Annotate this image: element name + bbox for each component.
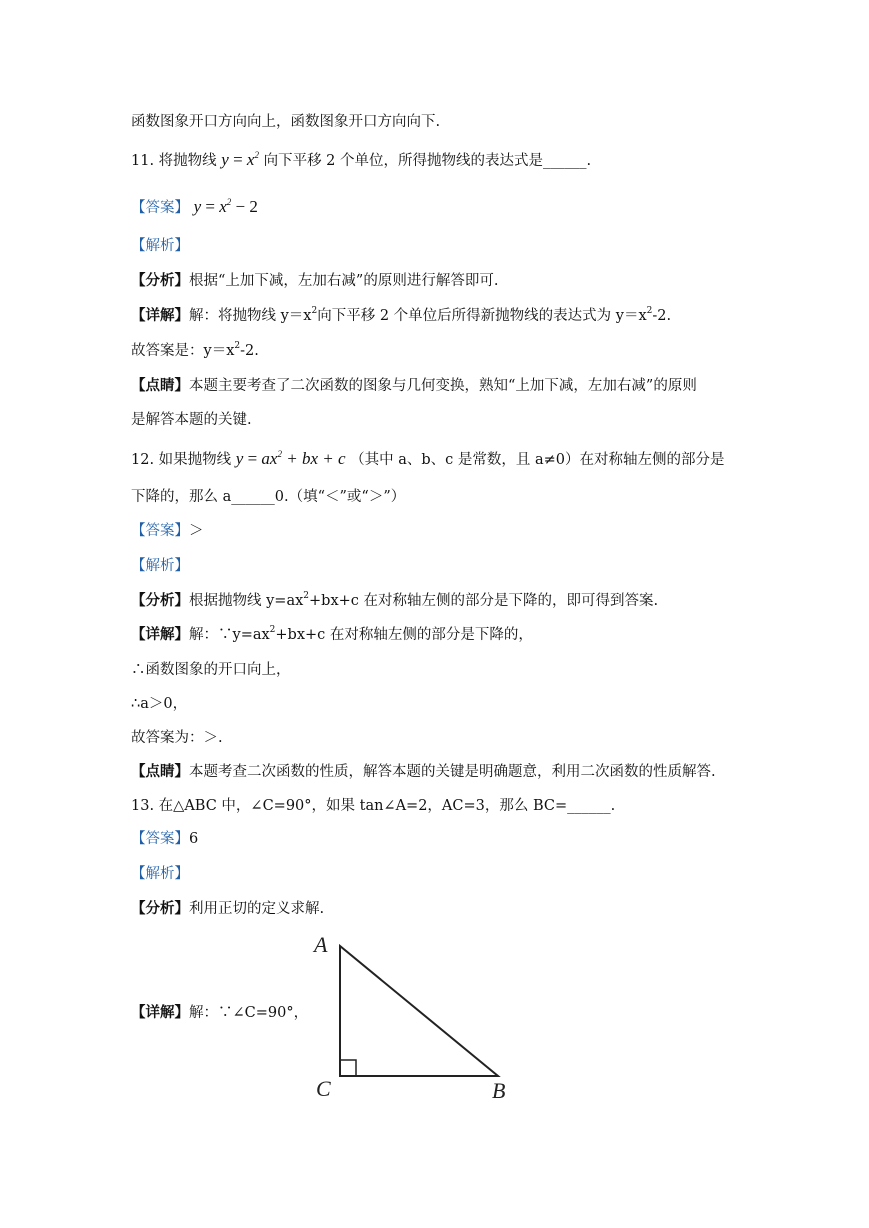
analysis-label: 【分析】 — [131, 272, 189, 289]
detail-text: 解：∵y=ax — [189, 627, 270, 643]
var-y: y — [235, 449, 244, 468]
answer-value: ＞ — [189, 523, 204, 539]
equals-sign: = — [205, 197, 215, 216]
right-angle-mark — [340, 1060, 356, 1076]
analysis-label: 【分析】 — [131, 592, 189, 609]
answer-line — [131, 829, 198, 849]
vertex-label-b: B — [492, 1078, 506, 1103]
question-11 — [131, 150, 591, 171]
jiexi-tag: 【解析】 — [131, 558, 189, 574]
equation — [221, 150, 259, 169]
equals-sign: = — [247, 449, 258, 468]
exponent: 2 — [234, 341, 241, 351]
question-number: 12. — [131, 452, 155, 468]
term-ax: ax — [261, 449, 278, 468]
exponent: 2 — [254, 150, 259, 160]
exponent: 2 — [277, 449, 282, 459]
triangle-shape — [340, 946, 498, 1076]
exponent: 2 — [269, 625, 276, 635]
conclusion-line — [131, 341, 259, 361]
conclusion-text: 故答案是：y＝x — [131, 343, 235, 359]
analysis-label: 【分析】 — [131, 900, 189, 917]
detail-text-cont: 向下平移 2 个单位后所得新抛物线的表达式为 y＝x — [317, 308, 647, 324]
var-y: y — [221, 150, 229, 169]
analysis-line — [131, 591, 658, 611]
question-13 — [131, 796, 615, 816]
var-y: y — [193, 197, 202, 216]
detail-label: 【详解】 — [131, 307, 189, 324]
answer-tag: 【答案】 — [131, 200, 189, 216]
exponent: 2 — [226, 197, 232, 207]
detail-label: 【详解】 — [131, 1004, 189, 1021]
detail-text-cont: +bx+c 在对称轴左侧的部分是下降的， — [275, 627, 533, 643]
question-12 — [131, 449, 725, 470]
exponent: 2 — [303, 591, 310, 601]
comment-label: 【点睛】 — [131, 377, 189, 394]
analysis-text: 利用正切的定义求解. — [189, 901, 325, 917]
equals-sign: = — [233, 150, 243, 169]
var-x: x — [246, 150, 255, 169]
jiexi-tag: 【解析】 — [131, 238, 189, 254]
answer-tag: 【答案】 — [131, 831, 189, 847]
detail-text-end: -2. — [652, 308, 672, 324]
detail-line — [131, 1003, 308, 1023]
detail-line — [131, 625, 533, 645]
detail-text: 解：将抛物线 y＝x — [189, 308, 312, 324]
question-number: 11. — [131, 153, 155, 169]
question-text: 将抛物线 — [158, 153, 217, 169]
triangle-figure — [300, 926, 530, 1106]
step-line: ∴a＞0， — [131, 696, 188, 712]
question-number: 13. — [131, 798, 155, 814]
analysis-line — [131, 271, 498, 291]
var-x: x — [219, 197, 227, 216]
conclusion-line: 故答案为：＞. — [131, 730, 223, 746]
comment-text: 本题主要考查了二次函数的图象与几何变换，熟知“上加下减，左加右减”的原则 — [189, 378, 697, 394]
vertex-label-a: A — [314, 932, 328, 957]
conclusion-text-end: -2. — [240, 343, 259, 359]
jiexi-tag: 【解析】 — [131, 866, 189, 882]
question-text-cont: （其中 a、b、c 是常数，且 a≠0）在对称轴左侧的部分是 — [350, 452, 725, 468]
answer-equation — [194, 197, 258, 216]
question-text-cont: 向下平移 2 个单位，所得抛物线的表达式是______. — [263, 153, 592, 169]
comment-line — [131, 762, 716, 782]
comment-line-2: 是解答本题的关键. — [131, 412, 252, 428]
analysis-line — [131, 899, 324, 919]
question-text: 如果抛物线 — [158, 452, 232, 468]
analysis-text: 根据“上加下减，左加右减”的原则进行解答即可. — [189, 273, 499, 289]
question-12-line-2: 下降的，那么 a______0.（填“＜”或“＞”） — [131, 489, 406, 505]
equation — [236, 449, 346, 468]
vertex-label-c: C — [316, 1076, 331, 1101]
answer-line — [131, 197, 258, 218]
equation-rest: + bx + c — [286, 449, 346, 468]
exponent: 2 — [646, 306, 653, 316]
question-text: 在△ABC 中，∠C=90°，如果 tan∠A=2，AC=3，那么 BC=______. — [158, 798, 616, 814]
comment-label: 【点睛】 — [131, 763, 189, 780]
step-line: ∴函数图象的开口向上， — [131, 662, 291, 678]
detail-text: 解：∵∠C=90°， — [189, 1005, 309, 1021]
analysis-text: 根据抛物线 y=ax — [189, 593, 304, 609]
answer-tag: 【答案】 — [131, 523, 189, 539]
answer-line — [131, 521, 204, 541]
answer-value: 6 — [189, 831, 199, 847]
text-line: 函数图象开口方向向上，函数图象开口方向向下. — [131, 114, 441, 130]
comment-text: 本题考查二次函数的性质，解答本题的关键是明确题意，利用二次函数的性质解答. — [189, 764, 716, 780]
analysis-text-cont: +bx+c 在对称轴左侧的部分是下降的，即可得到答案. — [309, 593, 659, 609]
answer-rest: − 2 — [235, 197, 258, 216]
exponent: 2 — [311, 306, 318, 316]
detail-line — [131, 306, 671, 326]
detail-label: 【详解】 — [131, 626, 189, 643]
comment-line — [131, 376, 697, 396]
